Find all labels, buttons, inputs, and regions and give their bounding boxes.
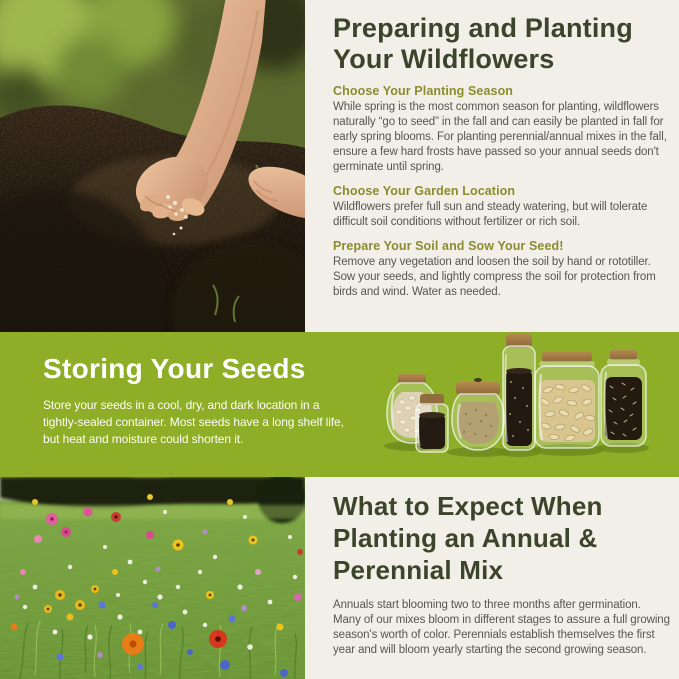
section-title-preparing-planting: [333, 13, 673, 75]
seed-jars-photo: [382, 330, 652, 458]
title-line: What to Expect When: [333, 491, 603, 521]
body-what-to-expect: Annuals start blooming two to three months after germination. Many of our mixes bloom in different stages to assure a full growing season's worth of color. Perennials establish themselves the first year and will bloom yearly starting the second growing season.: [333, 599, 670, 656]
jar-dark-small: [416, 394, 448, 452]
jar-pumpkin-seeds: [535, 352, 599, 448]
title-line: Perennial Mix: [333, 555, 504, 585]
hand-sowing-seeds-illustration: [0, 0, 305, 332]
hand-sowing-seeds-photo: [0, 0, 305, 332]
subheading-garden-location: Choose Your Garden Location: [333, 184, 516, 198]
body-planting-season: While spring is the most common season for planting, wildflowers naturally “go to seed” in the fall and can easily be planted in fall for early spring blooms. For planting perennial/annual mixes in the fall, ensure a few hard frosts have passed so your annual seeds don't germinate until spring.: [333, 101, 667, 173]
jar-sunflower-seeds: [601, 350, 646, 446]
title-line: Planting an Annual &: [333, 523, 598, 553]
body-garden-location: Wildflowers prefer full sun and steady watering, but will tolerate difficult soil conditions without fertilizer or rich soil.: [333, 201, 648, 228]
wildflower-meadow-photo: [0, 477, 305, 679]
seed-jars-illustration: [382, 330, 652, 458]
wildflower-meadow-illustration: [0, 477, 305, 679]
section-title-what-to-expect: [333, 490, 673, 586]
title-line: Preparing and Planting: [333, 13, 633, 43]
body-prepare-soil: Remove any vegetation and loosen the soil by hand or rototiller. Sow your seeds, and lightly compress the soil for protection from birds and wind. Water as needed.: [333, 256, 656, 298]
jar-tan-seeds: [452, 378, 504, 450]
preparing-planting-section: [333, 0, 673, 300]
subheading-planting-season: Choose Your Planting Season: [333, 84, 514, 98]
subheading-prepare-soil: Prepare Your Soil and Sow Your Seed!: [333, 239, 564, 253]
body-storing-seeds: Store your seeds in a cool, dry, and dark location in a tightly-sealed container. Most seeds have a long shelf life, but heat and moisture could shorten it.: [43, 398, 344, 446]
jar-dark-tall: [503, 334, 535, 450]
storing-seeds-band: [0, 332, 679, 477]
section-title-storing-seeds: Storing Your Seeds: [43, 353, 306, 384]
title-line: Your Wildflowers: [333, 44, 555, 74]
what-to-expect-section: [333, 477, 673, 658]
